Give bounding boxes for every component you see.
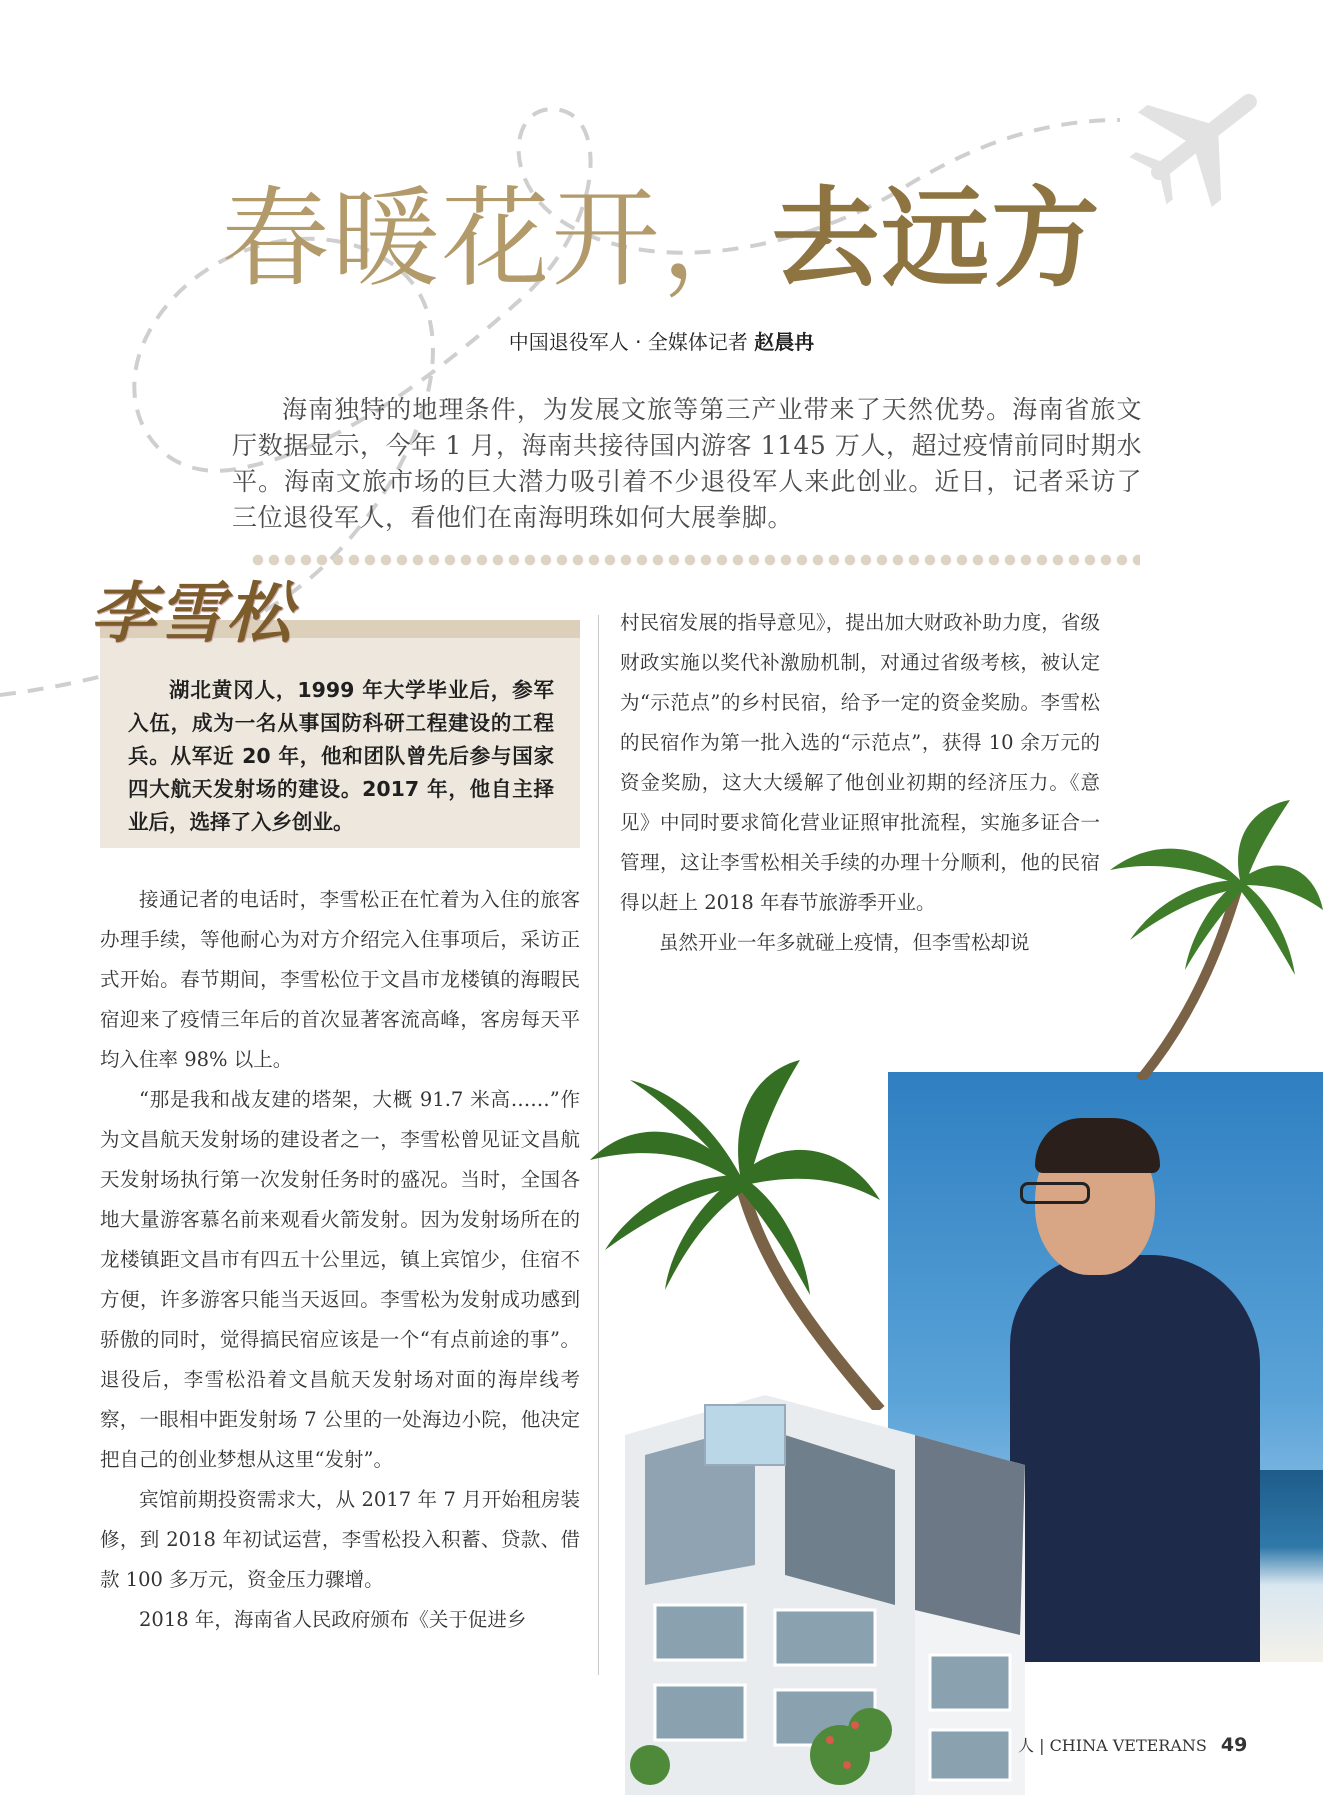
- paragraph: 接通记者的电话时，李雪松正在忙着为入住的旅客办理手续，等他耐心为对方介绍完入住事项后，采访正式开始。春节期间，李雪松位于文昌市龙楼镇的海暇民宿迎来了疫情三年后的首次显著客流高峰，客房每天平均入住率 98% 以上。: [100, 888, 580, 1071]
- building-photo: [615, 1395, 1045, 1795]
- page-number: 49: [1220, 1734, 1248, 1756]
- dotted-divider: [250, 553, 1140, 567]
- paragraph: 宾馆前期投资需求大，从 2017 年 7 月开始租房装修，到 2018 年初试运营，李雪松投入积蓄、贷款、借款 100 多万元，资金压力骤增。: [100, 1488, 580, 1591]
- column-left: [100, 880, 580, 1640]
- title-bold: 去远方: [771, 177, 1102, 302]
- byline-author: 赵晨冉: [754, 330, 815, 354]
- byline: [0, 326, 1323, 355]
- paragraph: 村民宿发展的指导意见》，提出加大财政补助力度，省级财政实施以奖代补激励机制，对通过省级考核，被认定为“示范点”的乡村民宿，给予一定的资金奖励。李雪松的民宿作为第一批入选的“示范点”，获得 10 余万元的资金奖励，这大大缓解了他创业初期的经济压力。《意见》中同时要求简化营业证照审批流程，实施多证合一管理，这让李雪松相关手续的办理十分顺利，他的民宿得以赶上 2018 年春节旅游季开业。: [620, 611, 1100, 914]
- person-body: [1010, 1255, 1260, 1662]
- paragraph: 虽然开业一年多就碰上疫情，但李雪松却说: [659, 931, 1030, 954]
- lead-paragraph: 海南独特的地理条件，为发展文旅等第三产业带来了天然优势。海南省旅文厅数据显示，今年 1 月，海南共接待国内游客 1145 万人，超过疫情前同时期水平。海南文旅市场的巨大潜力吸引着不少退役军人来此创业。近日，记者采访了三位退役军人，看他们在南海明珠如何大展拳脚。: [232, 395, 1142, 532]
- page-footer: [1018, 1733, 1247, 1756]
- byline-prefix: 中国退役军人 · 全媒体记者: [508, 330, 748, 354]
- paragraph: “那是我和战友建的塔架，大概 91.7 米高……”作为文昌航天发射场的建设者之一，李雪松曾见证文昌航天发射场执行第一次发射任务时的盛况。当时，全国各地大量游客慕名前来观看火箭发射。因为发射场所在的龙楼镇距文昌市有四五十公里远，镇上宾馆少，住宿不方便，许多游客只能当天返回。李雪松为发射成功感到骄傲的同时，觉得搞民宿应该是一个“有点前途的事”。退役后，李雪松沿着文昌航天发射场对面的海岸线考察，一眼相中距发射场 7 公里的一处海边小院，他决定把自己的创业梦想从这里“发射”。: [100, 1088, 580, 1471]
- title-light: 春暖花开，: [221, 177, 772, 302]
- paragraph: 2018 年，海南省人民政府颁布《关于促进乡: [139, 1608, 527, 1631]
- article-title: [0, 177, 1323, 302]
- magazine-name: 人 | CHINA VETERANS: [1018, 1736, 1207, 1755]
- palm-tree-icon: [1090, 800, 1323, 1080]
- profile-name: 李雪松: [90, 574, 294, 652]
- palm-tree-icon: [590, 1060, 890, 1410]
- glasses-icon: [1020, 1182, 1090, 1204]
- column-right: [620, 603, 1100, 963]
- profile-box: 湖北黄冈人，1999 年大学毕业后，参军入伍，成为一名从事国防科研工程建设的工程兵。从军近 20 年，他和团队曾先后参与国家四大航天发射场的建设。2017 年，他自主择业后，选择了入乡创业。: [100, 620, 580, 848]
